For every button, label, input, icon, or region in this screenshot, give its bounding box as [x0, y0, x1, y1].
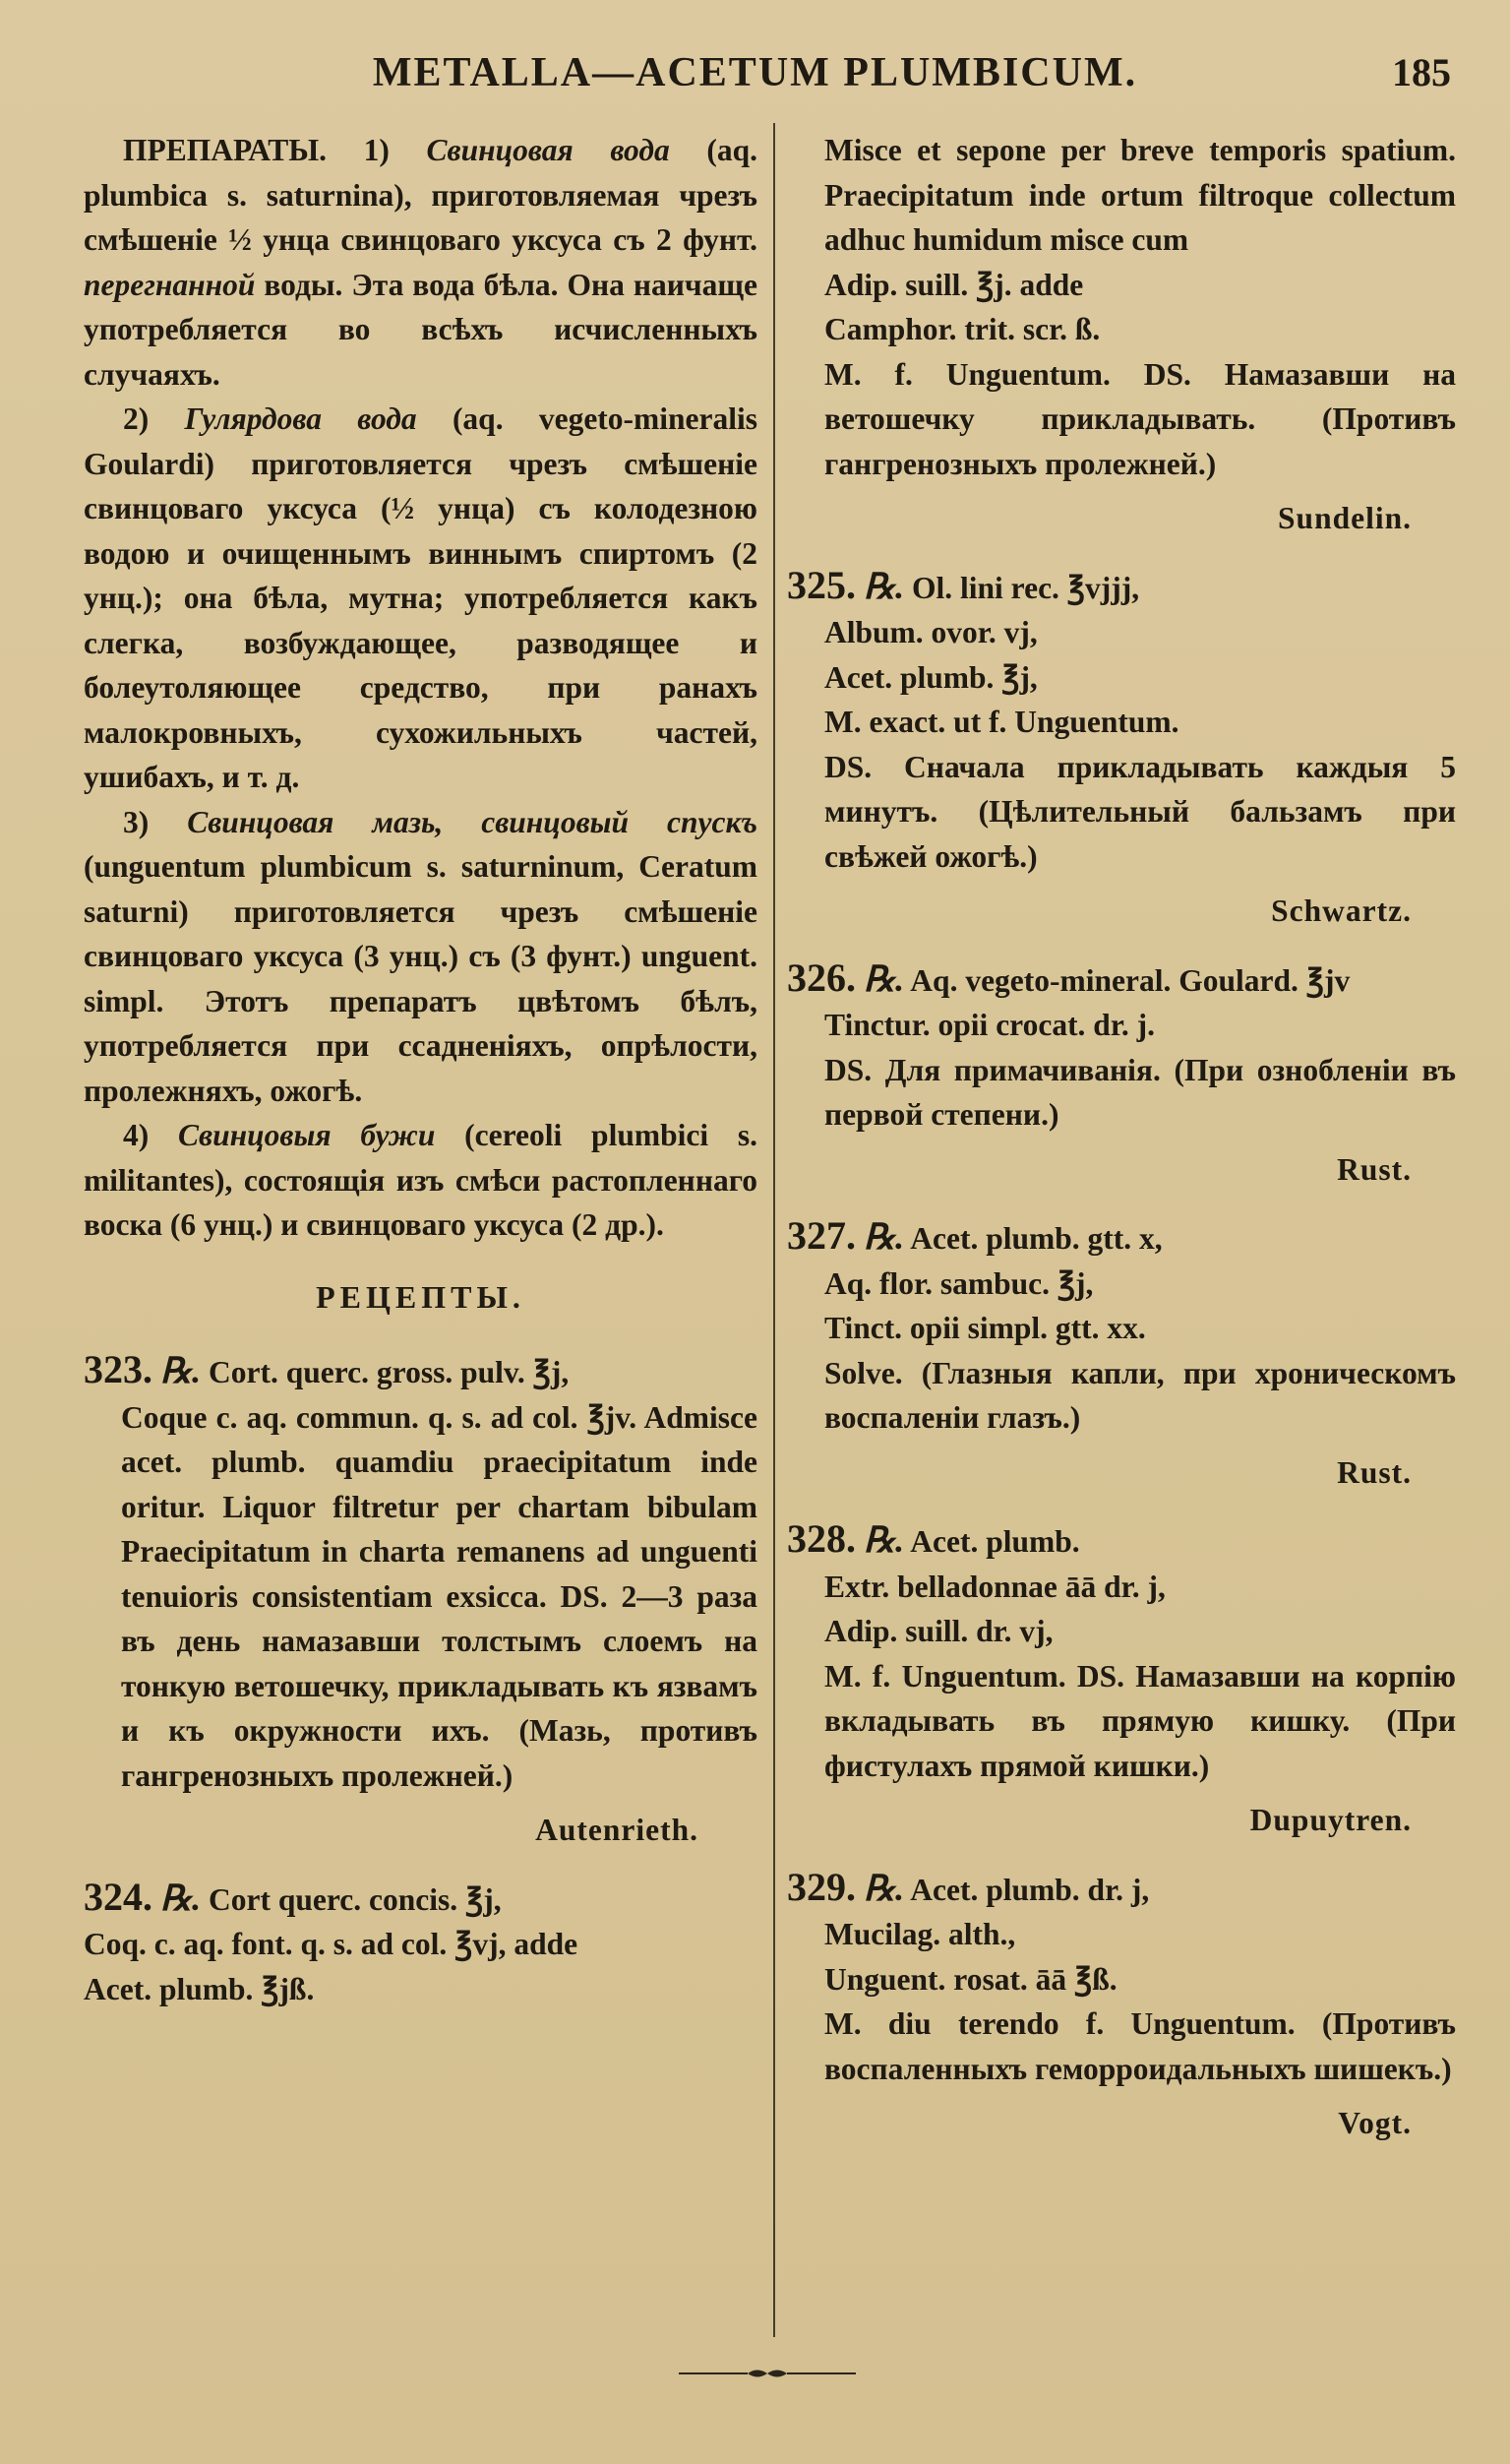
recipe-author: Dupuytren. — [1249, 1803, 1412, 1837]
prep-3: 3) Свинцовая мазь, свинцовый спускъ (unguentum plumbicum s. saturninum, Ceratum saturni) приготовляется чрезъ смѣшеніе свинцоваго уксуса (3 унц.) съ (3 фунт.) unguent. simpl. Этотъ препаратъ цвѣтомъ бѣлъ, употребляется при ссадненіяхъ, опрѣлости, пролежняхъ, ожогѣ. — [84, 804, 758, 1108]
prep-1: ПРЕПАРАТЫ. 1) Свинцовая вода (aq. plumbica s. saturnina), приготовляемая чрезъ смѣшеніе ½ унца свинцоваго уксуса съ 2 фунт. перегнанной воды. Эта вода бѣла. Она наичаще употребляется во всѣхъ исчисленныхъ случаяхъ. — [84, 133, 758, 392]
left-column — [84, 128, 757, 2011]
prep-2: 2) Гулярдова вода (aq. vegeto-mineralis Goulardi) приготовляется чрезъ смѣшеніе свинцоваго уксуса (½ унца) съ колодезною водою и очищеннымъ виннымъ спиртомъ (2 унц.); она бѣла, мутна; употребляется какъ слегка, возбуждающее, разводящее и болеутоляющее средство, при ранахъ малокровныхъ, сухожильныхъ частей, ушибахъ, и т. д. — [84, 401, 758, 794]
recipe-325: 325. ℞. Ol. lini rec. ℥vjjj, Album. ovor. vj, Acet. plumb. ℥j, M. exact. ut f. Unguentum. DS. Сначала прикладывать каждыя 5 минутъ. (Цѣлительный бальзамъ при свѣжей ожогѣ.) Schwartz. — [787, 563, 1456, 934]
rx-symbol: ℞. — [159, 1351, 202, 1390]
recipe-number: 325. — [787, 562, 856, 607]
rx-symbol: ℞. — [863, 1217, 905, 1257]
prep-4: 4) Свинцовыя бужи (cereoli plumbici s. militantes), состоящія изъ смѣси растопленнаго воска (6 унц.) и свинцоваго уксуса (2 др.). — [84, 1118, 758, 1242]
prep-3-name: Свинцовая мазь, свинцовый спускъ — [187, 804, 758, 839]
recipe-author: Schwartz. — [1271, 893, 1412, 928]
recipe-author: Sundelin. — [1278, 501, 1412, 535]
column-divider — [773, 123, 775, 2337]
recipe-327: 327. ℞. Acet. plumb. gtt. x, Aq. flor. sambuc. ℥j, Tinct. opii simpl. gtt. xx. Solve. (Глазныя капли, при хроническомъ воспаленіи глазъ.) Rust. — [787, 1213, 1456, 1495]
recipe-number: 327. — [787, 1213, 856, 1258]
right-column: Misce et sepone per breve temporis spatium. Praecipitatum inde ortum filtroque collectum adhuc humidum misce cum Adip. suill. ℥j. adde Camphor. trit. scr. ß. M. f. Unguentum. DS. Намазавши на ветошечку прикладывать. (Противъ гангренозныхъ пролежней.) Sundelin. 325. ℞. Ol. lini rec. ℥vjjj, Album. ovor. vj, Acet. plumb. ℥j, M. exact. ut f. Unguentum. DS. Сначала прикладывать каждыя 5 минутъ. (Цѣлительный бальзамъ при свѣжей ожогѣ.) Schwartz. 326. ℞. Aq. vegeto-mineral. Goulard. ℥jv Tinctur. opii crocat. dr. j. DS. Для примачиванія. (При ознобленіи въ первой степени.) Rust. 327. ℞. Acet. plumb. gtt. x, Aq. flor. sambuc. ℥j, Tinct. opii simpl. gtt. xx. Solve. (Глазныя капли, при хроническомъ воспаленіи глазъ.) Rust. 328. ℞. Acet. plumb. Extr. belladonnae āā dr. j, Adip. suill. dr. vj, M. f. Unguentum. DS. Намазавши на корпію вкладывать въ прямую кишку. (При фистулахъ прямой кишки.) Dupuytren. 329. ℞. Acet. plumb. dr. j, Mucilag. alth., Unguent. rosat. āā ℥ß. M. diu terendo f. Unguentum. (Противъ воспаленныхъ геморроидальныхъ шишекъ.) Vogt. — [787, 128, 1456, 2146]
page-number: 185 — [1392, 50, 1451, 94]
rx-symbol: ℞. — [863, 1868, 905, 1908]
prep-4-name: Свинцовыя бужи — [178, 1118, 436, 1152]
rx-symbol: ℞. — [863, 566, 905, 606]
recipe-author: Vogt. — [1338, 2106, 1412, 2140]
rx-symbol: ℞. — [863, 1520, 905, 1560]
recipes-heading: РЕЦЕПТЫ. — [316, 1278, 525, 1315]
ornament-icon — [679, 2367, 856, 2380]
recipe-author: Rust. — [1337, 1151, 1412, 1187]
recipe-324-continued: Misce et sepone per breve temporis spatium. Praecipitatum inde ortum filtroque collectum adhuc humidum misce cum — [824, 133, 1456, 257]
recipe-number: 323. — [84, 1347, 152, 1391]
recipe-author: Autenrieth. — [535, 1813, 698, 1847]
prep-heading: ПРЕПАРАТЫ. — [123, 133, 328, 167]
rx-symbol: ℞. — [159, 1878, 202, 1918]
rx-symbol: ℞. — [863, 958, 905, 999]
recipe-328: 328. ℞. Acet. plumb. Extr. belladonnae āā dr. j, Adip. suill. dr. vj, M. f. Unguentum. DS. Намазавши на корпію вкладывать въ прямую кишку. (При фистулахъ прямой кишки.) Dupuytren. — [787, 1516, 1456, 1843]
recipe-body: Coque c. aq. commun. q. s. ad col. ℥jv. Admisce acet. plumb. quamdiu praecipitatum inde oritur. Liquor filtretur per chartam bibulam Praecipitatum in charta remanens ad unguenti tenuioris consistentiam exsicca. DS. 2—3 раза въ день намазавши толстымъ слоемъ на тонкую ветошечку, прикладывать къ язвамъ и къ окружности ихъ. (Мазь, противъ гангренозныхъ пролежней.) — [121, 1399, 757, 1793]
prep-1-name: Свинцовая вода — [426, 133, 670, 167]
running-title: METALLA—ACETUM PLUMBICUM. — [372, 50, 1138, 95]
prep-2-name: Гулярдова вода — [184, 401, 417, 436]
recipe-number: 326. — [787, 955, 856, 1000]
recipe-number: 329. — [787, 1864, 856, 1909]
recipe-324: 324. ℞. Cort querc. concis. ℥j, Coq. c. aq. font. q. s. ad col. ℥vj, adde Acet. plumb. ℥jß. — [84, 1874, 578, 2006]
recipe-author: Rust. — [1337, 1454, 1412, 1490]
recipe-326: 326. ℞. Aq. vegeto-mineral. Goulard. ℥jv Tinctur. opii crocat. dr. j. DS. Для примачиванія. (При ознобленіи въ первой степени.) Rust. — [787, 955, 1456, 1193]
recipe-number: 328. — [787, 1516, 856, 1561]
page-header — [0, 49, 1510, 108]
recipe-329: 329. ℞. Acet. plumb. dr. j, Mucilag. alth., Unguent. rosat. āā ℥ß. M. diu terendo f. Unguentum. (Противъ воспаленныхъ геморроидальныхъ шишекъ.) Vogt. — [787, 1865, 1456, 2146]
recipe-number: 324. — [84, 1874, 152, 1919]
recipe-323: 323. ℞. Cort. querc. gross. pulv. ℥j, Coque c. aq. commun. q. s. ad col. ℥jv. Admisce acet. plumb. quamdiu praecipitatum inde oritur. Liquor filtretur per chartam bibulam Praecipitatum in charta remanens ad unguenti tenuioris consistentiam exsicca. DS. 2—3 раза въ день намазавши толстымъ слоемъ на тонкую ветошечку, прикладывать къ язвамъ и къ окружности ихъ. (Мазь, противъ гангренозныхъ пролежней.) Autenrieth. — [84, 1347, 757, 1853]
